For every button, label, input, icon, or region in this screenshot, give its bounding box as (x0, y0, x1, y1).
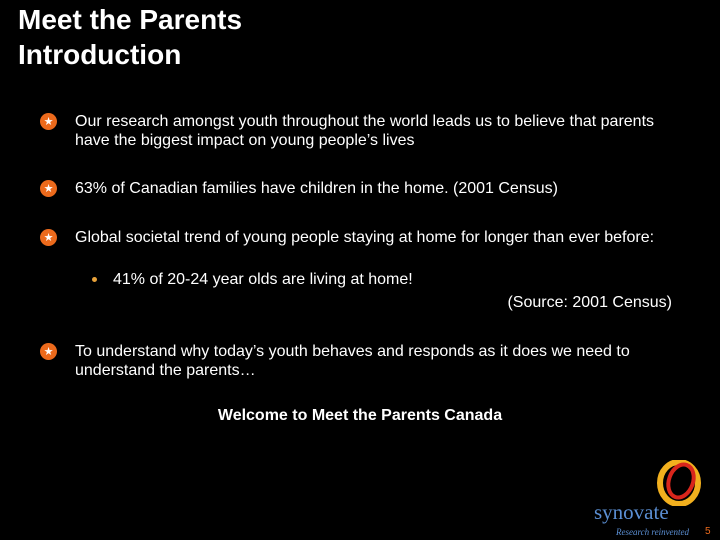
star-badge-icon: ★ (40, 343, 57, 360)
brand-tagline: Research reinvented (616, 527, 690, 537)
sub-bullet-text: 41% of 20-24 year olds are living at home! (113, 271, 413, 288)
sub-bullet-item (92, 270, 413, 289)
page-number: 5 (705, 526, 711, 537)
bullet-text: 63% of Canadian families have children in the home. (2001 Census) (75, 180, 558, 197)
dot-icon (92, 277, 97, 282)
bullet-text: Our research amongst youth throughout the world leads us to believe that parents have the biggest impact on young people’s lives (75, 113, 655, 149)
title-line-1: Meet the Parents (18, 4, 243, 35)
star-badge-icon: ★ (40, 180, 57, 197)
title-line-2: Introduction (18, 39, 182, 70)
bullet-text: Global societal trend of young people staying at home for longer than ever before: (75, 229, 655, 246)
bullet-text: To understand why today’s youth behaves and responds as it does we need to understand the parents… (75, 343, 630, 379)
welcome-text: Welcome to Meet the Parents Canada (217, 407, 503, 424)
star-badge-icon: ★ (40, 113, 57, 130)
star-badge-icon: ★ (40, 229, 57, 246)
source-note: (Source: 2001 Census) (507, 294, 672, 311)
brand-name: synovate (594, 500, 669, 524)
